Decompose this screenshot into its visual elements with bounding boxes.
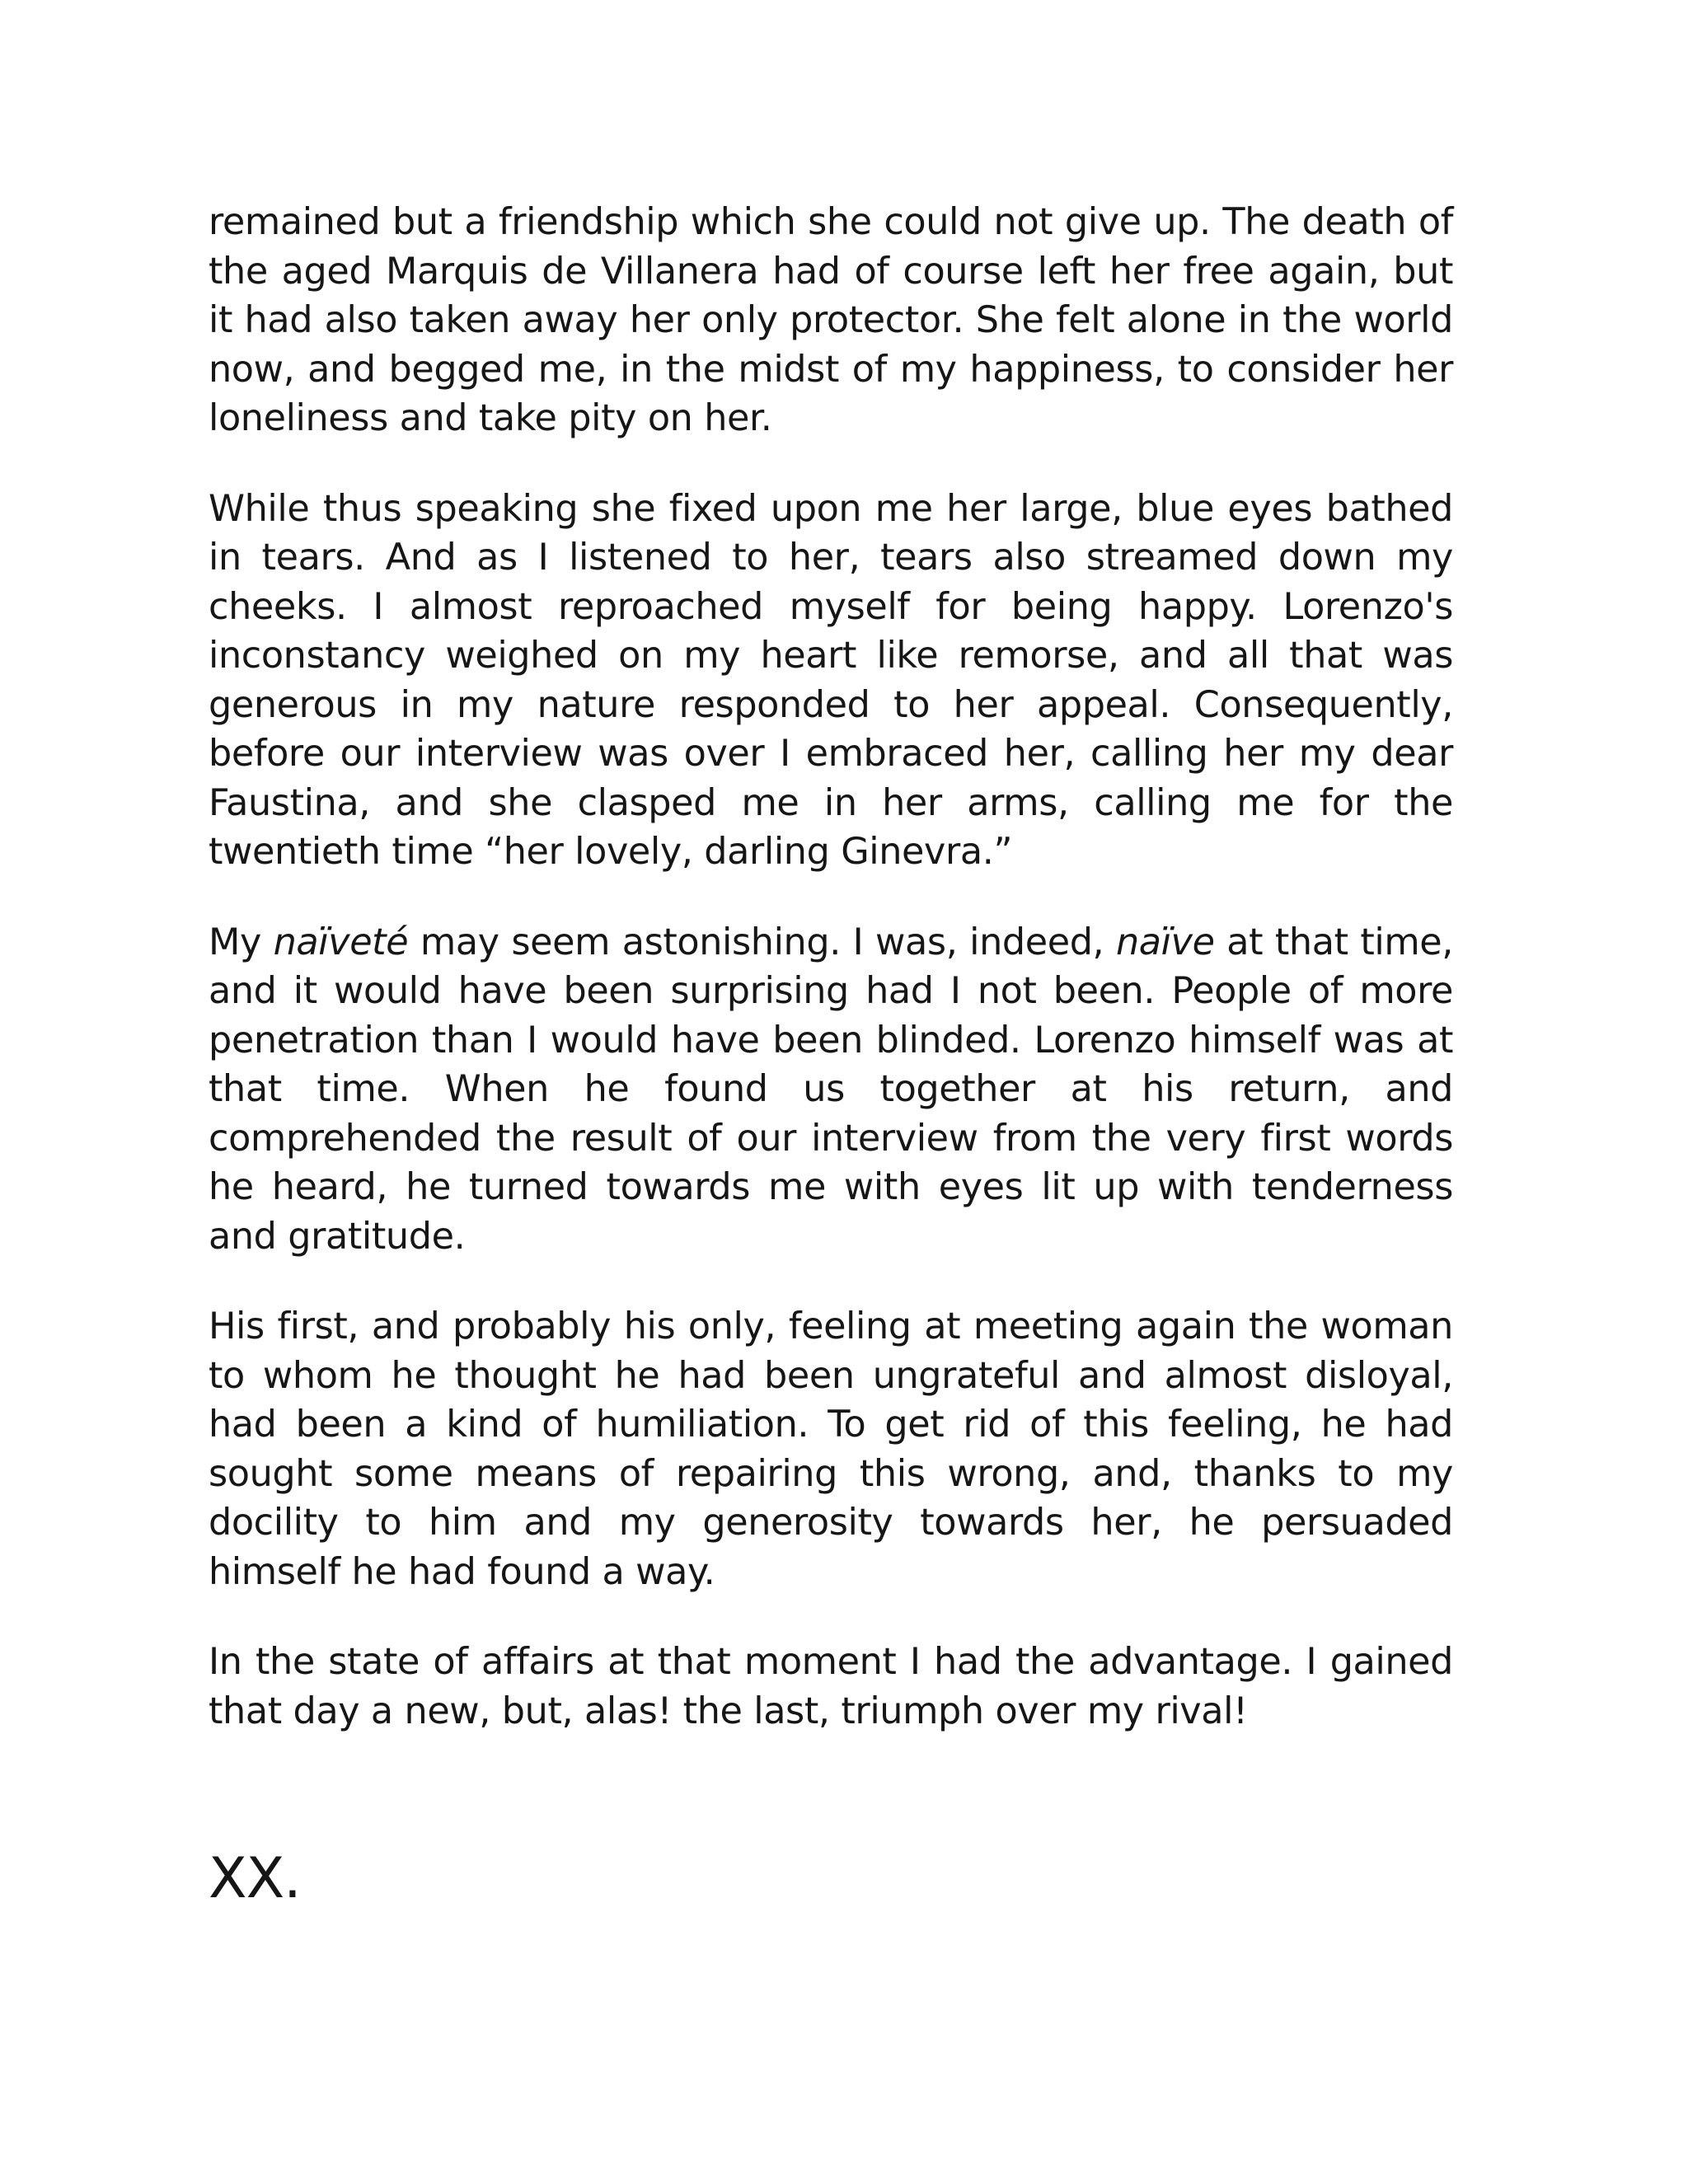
text-run: My xyxy=(209,921,274,963)
text-run: remained but a friendship which she could not give up. The death of the aged Marquis de Villanera had of course left her free again, but it had also taken away her only protector. She felt alone in the world now, and begged me, in the midst of my happiness, to consider her loneliness and take pity on her. xyxy=(209,201,1453,439)
paragraph xyxy=(209,198,1453,443)
body-text xyxy=(209,198,1453,1736)
italic-text-run: naïve xyxy=(1116,921,1215,963)
chapter-heading: XX. xyxy=(209,1846,301,1911)
paragraph xyxy=(209,485,1453,877)
text-run: In the state of affairs at that moment I had the advantage. I gained that day a new, but, alas! the last, triumph over my rival! xyxy=(209,1641,1453,1732)
text-run: While thus speaking she fixed upon me her large, blue eyes bathed in tears. And as I listened to her, tears also streamed down my cheeks. I almost reproached myself for being happy. Lorenzo's inconstancy weighed on my heart like remorse, and all that was generous in my nature responded to her appeal. Consequently, before our interview was over I embraced her, calling her my dear Faustina, and she clasped me in her arms, calling me for the twentieth time “her lovely, darling Ginevra.” xyxy=(209,487,1453,873)
text-run: at that time, and it would have been surprising had I not been. People of more penetration than I would have been blinded. Lorenzo himself was at that time. When he found us together at his return, and comprehended the result of our interview from the very first words he heard, he turned towards me with eyes lit up with tenderness and gratitude. xyxy=(209,921,1453,1258)
text-run: may seem astonishing. I was, indeed, xyxy=(408,921,1116,963)
text-run: His first, and probably his only, feeling at meeting again the woman to whom he thought he had been ungrateful and almost disloyal, had been a kind of humiliation. To get rid of this feeling, he had sought some means of repairing this wrong, and, thanks to my docility to him and my generosity towards her, he persuaded himself he had found a way. xyxy=(209,1305,1453,1593)
paragraph xyxy=(209,918,1453,1262)
italic-text-run: naïveté xyxy=(273,921,409,963)
paragraph xyxy=(209,1638,1453,1736)
paragraph xyxy=(209,1302,1453,1596)
